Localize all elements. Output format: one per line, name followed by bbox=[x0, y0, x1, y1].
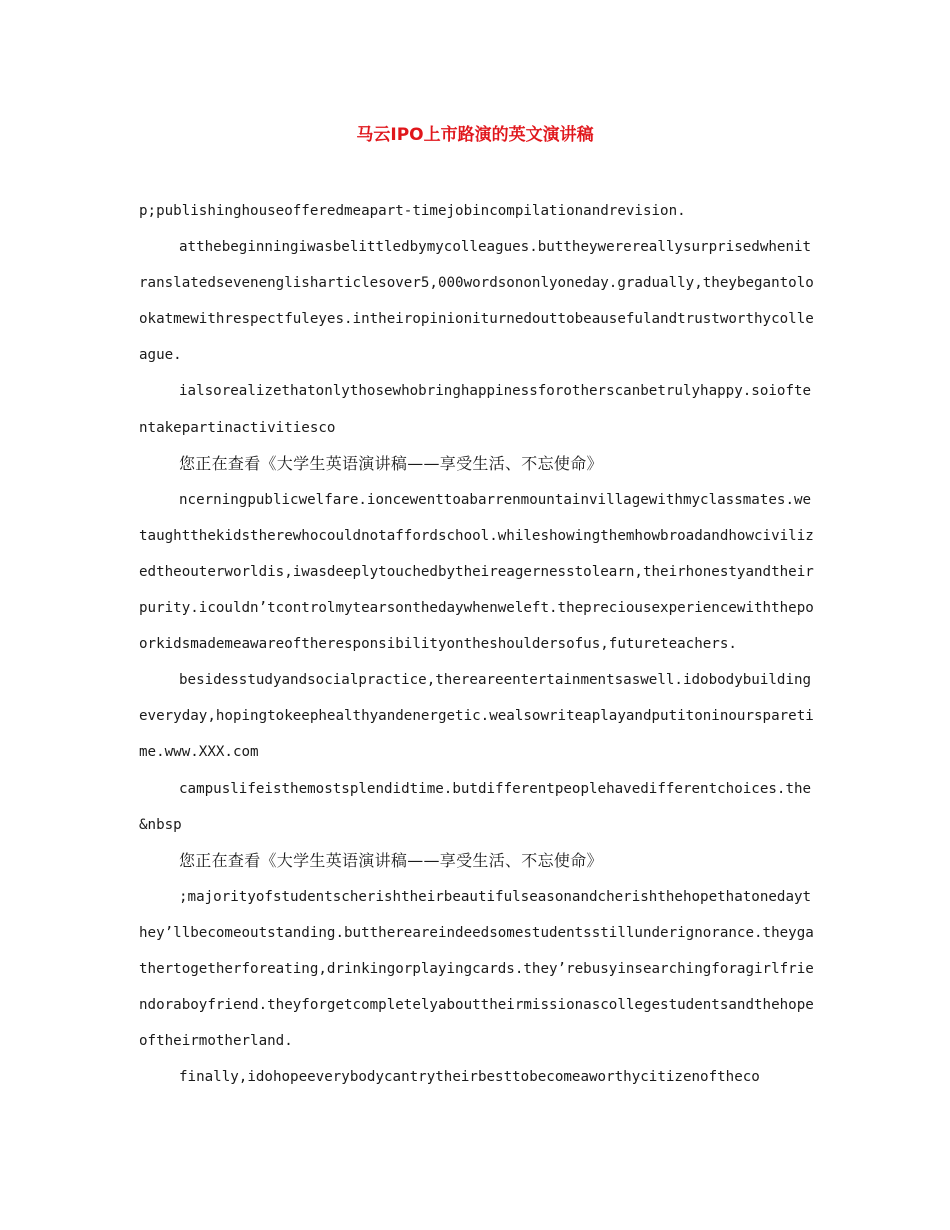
paragraph-7: ;majorityofstudentscherishtheirbeautifulseasonandcherishthehopethatonedaythey’llbecomeoutstanding.butthereareindeedsomestudentsstillunderignorance.theygathertogetherforeating,drinkingorplayingcards.they’rebusyinsearchingforagirlfriendoraboyfriend.theyforgetcompletelyabouttheirmissionascollegestudentsandthehopeoftheirmotherland. bbox=[139, 888, 814, 1050]
paragraph-1: p;publishinghouseofferedmeapart-timejobincompilationandrevision. bbox=[139, 203, 686, 219]
paragraph-3: ialsorealizethatonlythosewhobringhappinessforotherscanbetrulyhappy.soioftentakepartinactivitiesco bbox=[139, 383, 812, 436]
paragraph-6: campuslifeisthemostsplendidtime.butdifferentpeoplehavedifferentchoices.the&nbsp bbox=[139, 780, 812, 833]
viewing-notice-1: 您正在查看《大学生英语演讲稿——享受生活、不忘使命》 bbox=[179, 453, 603, 473]
paragraph-4: ncerningpublicwelfare.ioncewenttoabarrenmountainvillagewithmyclassmates.wetaughtthekidstherewhocouldnotaffordschool.whileshowingthemhowbroadandhowcivilizedtheouterworldis,iwasdeeplytouchedbytheireagernesstolearn,theirhonestyandtheirpurity.icouldn’tcontrolmytearsonthedaywhenweleft.thepreciousexperiencewiththepoorkidsmademeawareoftheresponsibilityontheshouldersofus,futureteachers. bbox=[139, 491, 814, 653]
paragraph-2: atthebeginningiwasbelittledbymycolleagues.buttheywerereallysurprisedwhenitranslatedsevenenglisharticlesover5,000wordsononlyoneday.gradually,theybegantolookatmewithrespectfuleyes.intheiropinioniturnedouttobeausefulandtrustworthycolleague. bbox=[139, 239, 814, 364]
document-title: 马云IPO上市路演的英文演讲稿 bbox=[356, 125, 594, 145]
viewing-notice-2: 您正在查看《大学生英语演讲稿——享受生活、不忘使命》 bbox=[179, 850, 603, 870]
document-body bbox=[139, 193, 815, 1095]
paragraph-8: finally,idohopeeverybodycantrytheirbesttobecomeaworthycitizenoftheco bbox=[179, 1069, 760, 1086]
paragraph-5: besidesstudyandsocialpractice,thereareentertainmentsaswell.idobodybuildingeveryday,hopingtokeephealthyandenergetic.wealsowriteaplayandputitoninoursparetime.www.XXX.com bbox=[139, 672, 814, 761]
